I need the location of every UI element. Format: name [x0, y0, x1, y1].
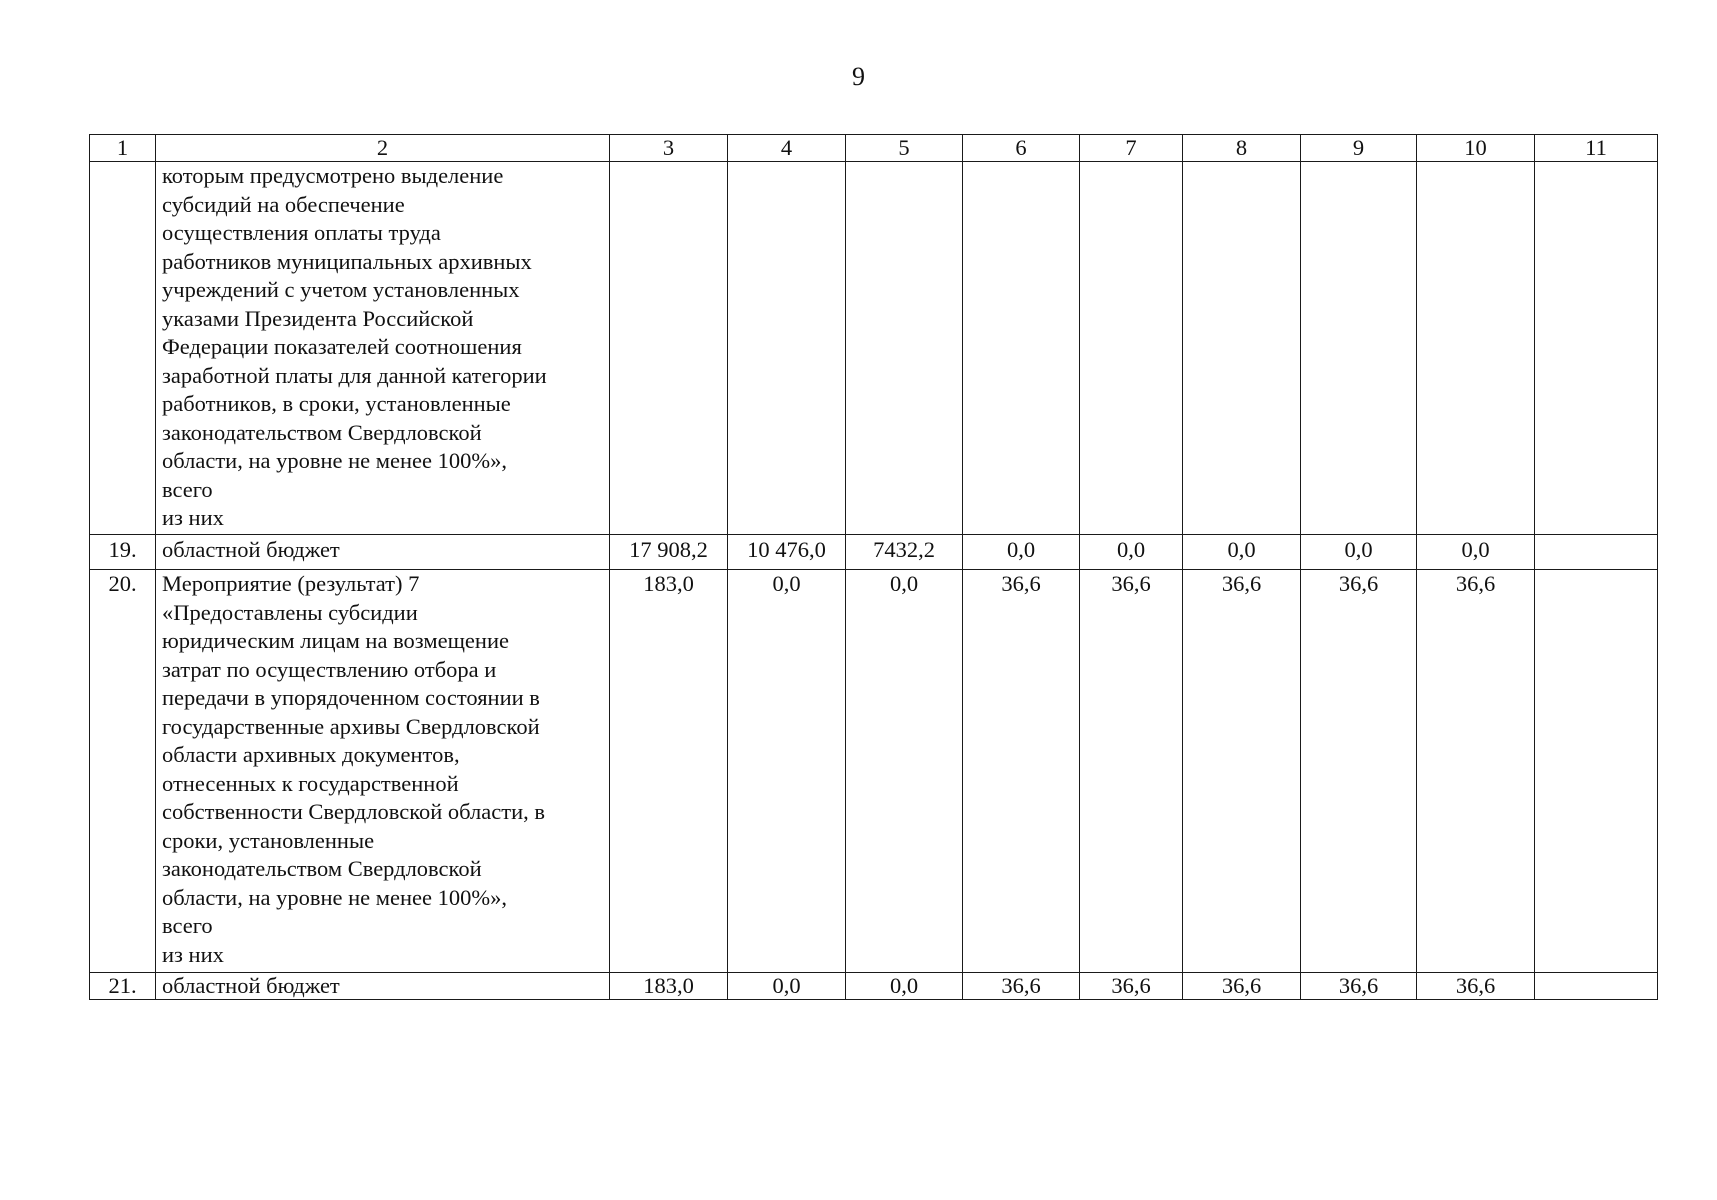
description-line: Мероприятие (результат) 7 [162, 571, 420, 596]
value-cell [1535, 162, 1658, 535]
value-cell: 183,0 [610, 973, 728, 1000]
value-cell [1535, 535, 1658, 570]
description-line: из них [162, 505, 224, 530]
header-cell: 10 [1417, 135, 1535, 162]
row-number [90, 162, 156, 535]
description-line: которым предусмотрено выделение [162, 163, 504, 188]
description-line: всего [162, 476, 213, 502]
description-line: субсидий на обеспечение [162, 191, 405, 217]
header-cell: 7 [1080, 135, 1183, 162]
value-cell [1535, 973, 1658, 1000]
table-row-21 [90, 973, 1658, 1000]
value-cell: 0,0 [963, 535, 1080, 570]
header-cell: 1 [90, 135, 156, 162]
value-cell: 0,0 [846, 973, 963, 1000]
description-line: области, на уровне не менее 100%», [162, 884, 508, 910]
row-description: областной бюджет [156, 973, 610, 1000]
value-cell [1301, 162, 1417, 535]
header-cell: 8 [1183, 135, 1301, 162]
value-cell: 0,0 [1183, 535, 1301, 570]
value-cell: 36,6 [963, 973, 1080, 1000]
value-cell: 0,0 [728, 973, 846, 1000]
description-line: Федерации показателей соотношения [162, 334, 522, 359]
value-cell: 0,0 [1417, 535, 1535, 570]
row-number: 19. [90, 535, 156, 570]
description-line: передачи в упорядоченном состоянии в [162, 685, 540, 710]
value-cell: 0,0 [1080, 535, 1183, 570]
description-line: области архивных документов, [162, 742, 460, 767]
value-cell: 36,6 [1301, 973, 1417, 1000]
budget-table [89, 134, 1658, 1000]
description-line: работников муниципальных архивных [162, 248, 532, 274]
description-line: сроки, установленные [162, 827, 375, 853]
description-line: законодательством Свердловской [162, 856, 482, 881]
value-cell: 17 908,2 [610, 535, 728, 570]
description-line: затрат по осуществлению отбора и [162, 656, 497, 682]
description-line: «Предоставлены субсидии [162, 599, 418, 625]
value-cell [610, 162, 728, 535]
row-description [156, 570, 610, 973]
header-cell: 11 [1535, 135, 1658, 162]
description-line: отнесенных к государственной [162, 770, 459, 796]
description-line: заработной платы для данной категории [162, 362, 547, 388]
table-row-20 [90, 570, 1658, 973]
value-cell [728, 162, 846, 535]
header-cell: 9 [1301, 135, 1417, 162]
description-line: всего [162, 913, 213, 938]
header-cell: 3 [610, 135, 728, 162]
value-cell [1417, 162, 1535, 535]
value-cell [846, 162, 963, 535]
table-row-19 [90, 535, 1658, 570]
value-cell: 0,0 [1301, 535, 1417, 570]
description-line: области, на уровне не менее 100%», [162, 448, 508, 473]
header-cell: 6 [963, 135, 1080, 162]
description-line: собственности Свердловской области, в [162, 799, 545, 824]
description-line: указами Президента Российской [162, 305, 474, 331]
description-line: юридическим лицам на возмещение [162, 628, 509, 653]
description-line: из них [162, 941, 224, 967]
header-cell: 5 [846, 135, 963, 162]
value-cell: 7432,2 [846, 535, 963, 570]
description-line: государственные архивы Свердловской [162, 713, 540, 739]
description-line: работников, в сроки, установленные [162, 391, 511, 416]
table-header-row [90, 135, 1658, 162]
value-cell: 183,0 [610, 570, 728, 973]
value-cell: 36,6 [1183, 570, 1301, 973]
value-cell: 36,6 [1183, 973, 1301, 1000]
description-line: законодательством Свердловской [162, 419, 482, 445]
row-description [156, 162, 610, 535]
value-cell: 0,0 [728, 570, 846, 973]
value-cell [963, 162, 1080, 535]
value-cell [1183, 162, 1301, 535]
description-line: учреждений с учетом установленных [162, 277, 520, 302]
value-cell: 36,6 [1080, 570, 1183, 973]
value-cell: 36,6 [1301, 570, 1417, 973]
page-number: 9 [852, 62, 865, 91]
value-cell [1535, 570, 1658, 973]
row-number: 21. [90, 973, 156, 1000]
value-cell: 36,6 [963, 570, 1080, 973]
value-cell: 0,0 [846, 570, 963, 973]
value-cell: 36,6 [1417, 973, 1535, 1000]
value-cell: 10 476,0 [728, 535, 846, 570]
value-cell: 36,6 [1417, 570, 1535, 973]
value-cell: 36,6 [1080, 973, 1183, 1000]
table-row-continuation [90, 162, 1658, 535]
header-cell: 2 [156, 135, 610, 162]
row-number: 20. [90, 570, 156, 973]
value-cell [1080, 162, 1183, 535]
description-line: осуществления оплаты труда [162, 220, 441, 245]
header-cell: 4 [728, 135, 846, 162]
row-description: областной бюджет [156, 535, 610, 570]
